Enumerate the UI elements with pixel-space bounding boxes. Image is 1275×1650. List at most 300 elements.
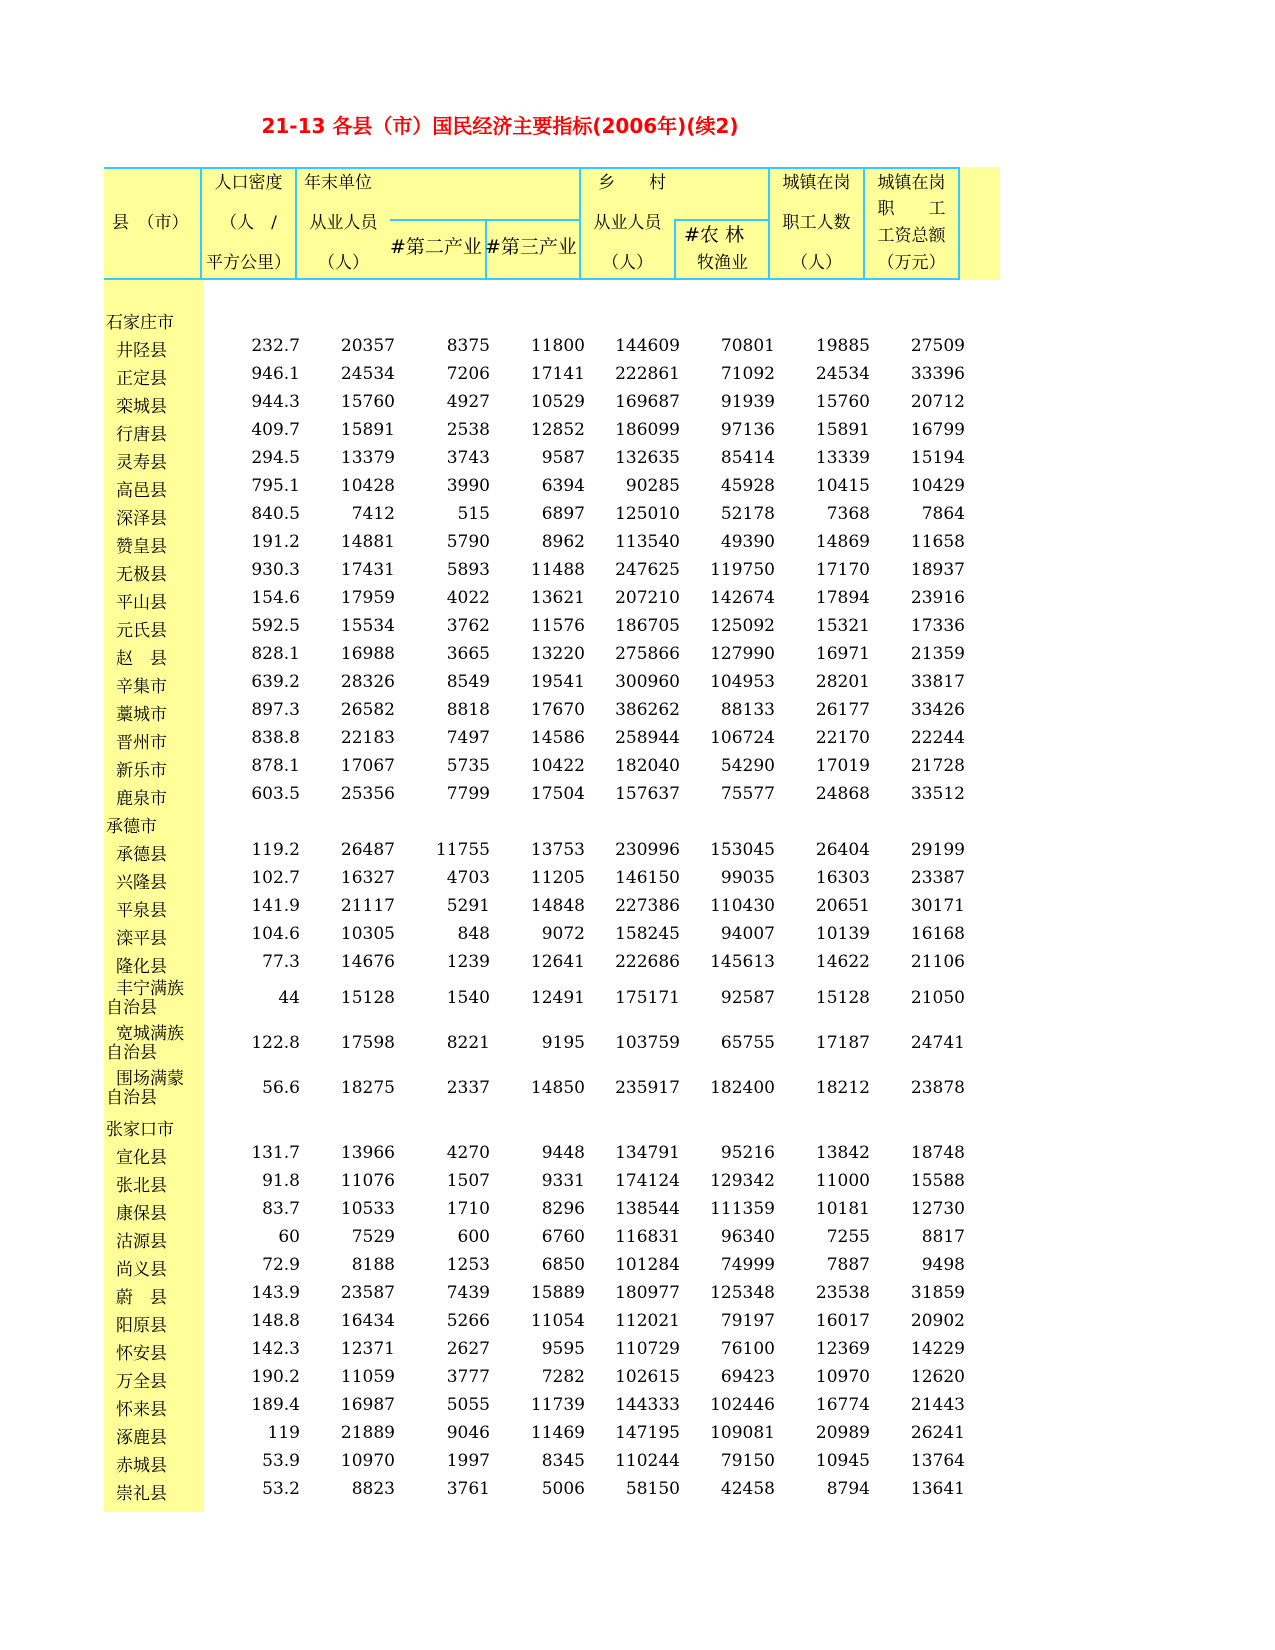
county-name: 承德县 bbox=[116, 845, 167, 865]
table-cell: 9046 bbox=[446, 1423, 490, 1443]
table-cell: 13621 bbox=[530, 588, 585, 608]
table-row bbox=[104, 388, 1000, 416]
table-cell: 1710 bbox=[446, 1199, 490, 1219]
table-cell: 9195 bbox=[541, 1033, 585, 1053]
table-cell: 122.8 bbox=[251, 1033, 300, 1053]
table-cell: 182400 bbox=[710, 1078, 775, 1098]
table-cell: 14586 bbox=[530, 728, 585, 748]
county-name: 围场满蒙 bbox=[116, 1069, 184, 1089]
table-cell: 11469 bbox=[530, 1423, 585, 1443]
table-cell: 23916 bbox=[910, 588, 965, 608]
table-cell: 7439 bbox=[446, 1283, 490, 1303]
table-cell: 119.2 bbox=[251, 840, 300, 860]
county-name: 尚义县 bbox=[116, 1260, 167, 1280]
table-cell: 76100 bbox=[720, 1339, 775, 1359]
header-density-2: （人 / bbox=[220, 213, 277, 233]
header-wage-1: 城镇在岗 bbox=[877, 173, 946, 193]
county-name: 赵 县 bbox=[116, 649, 167, 669]
table-cell: 5006 bbox=[541, 1479, 585, 1499]
table-cell: 232.7 bbox=[251, 336, 300, 356]
table-cell: 9448 bbox=[541, 1143, 585, 1163]
county-name: 隆化县 bbox=[116, 957, 167, 977]
table-cell: 10970 bbox=[815, 1367, 870, 1387]
table-cell: 110244 bbox=[615, 1451, 680, 1471]
table-cell: 102615 bbox=[615, 1367, 680, 1387]
table-cell: 102446 bbox=[710, 1395, 775, 1415]
header-unit-3: （人） bbox=[318, 253, 369, 273]
table-cell: 111359 bbox=[710, 1199, 775, 1219]
table-cell: 11076 bbox=[340, 1171, 395, 1191]
table-cell: 189.4 bbox=[251, 1395, 300, 1415]
table-cell: 3761 bbox=[446, 1479, 490, 1499]
table-cell: 6394 bbox=[541, 476, 585, 496]
table-cell: 15194 bbox=[910, 448, 965, 468]
table-cell: 33396 bbox=[910, 364, 965, 384]
table-cell: 92587 bbox=[720, 988, 775, 1008]
header-agri-1: #农 林 bbox=[684, 224, 744, 246]
table-cell: 14850 bbox=[530, 1078, 585, 1098]
table-cell: 104.6 bbox=[251, 924, 300, 944]
table-cell: 23387 bbox=[910, 868, 965, 888]
table-cell: 8345 bbox=[541, 1451, 585, 1471]
table-cell: 186705 bbox=[615, 616, 680, 636]
table-cell: 129342 bbox=[710, 1171, 775, 1191]
table-cell: 29199 bbox=[910, 840, 965, 860]
table-row bbox=[104, 1307, 1000, 1335]
table-cell: 9595 bbox=[541, 1339, 585, 1359]
table-cell: 17336 bbox=[910, 616, 965, 636]
table-cell: 7255 bbox=[826, 1227, 870, 1247]
table-cell: 28201 bbox=[815, 672, 870, 692]
table-cell: 8375 bbox=[446, 336, 490, 356]
table-row bbox=[104, 1066, 1000, 1111]
table-cell: 18937 bbox=[910, 560, 965, 580]
table-row bbox=[104, 556, 1000, 584]
table-cell: 106724 bbox=[710, 728, 775, 748]
table-cell: 97136 bbox=[720, 420, 775, 440]
table-row bbox=[104, 1021, 1000, 1066]
table-cell: 53.2 bbox=[262, 1479, 300, 1499]
county-name: 赤城县 bbox=[116, 1456, 167, 1476]
county-name: 滦平县 bbox=[116, 929, 167, 949]
table-cell: 25356 bbox=[340, 784, 395, 804]
table-cell: 119750 bbox=[710, 560, 775, 580]
table-row bbox=[104, 1139, 1000, 1167]
table-cell: 31859 bbox=[910, 1283, 965, 1303]
header-unit-2: 从业人员 bbox=[309, 213, 378, 233]
table-row bbox=[104, 1419, 1000, 1447]
table-row bbox=[104, 836, 1000, 864]
table-cell: 7282 bbox=[541, 1367, 585, 1387]
table-cell: 27509 bbox=[910, 336, 965, 356]
header-density-3: 平方公里） bbox=[206, 253, 291, 273]
county-name-line2: 自治县 bbox=[106, 998, 157, 1018]
county-name: 井陉县 bbox=[116, 341, 167, 361]
table-cell: 44 bbox=[278, 988, 300, 1008]
table-cell: 8296 bbox=[541, 1199, 585, 1219]
table-row bbox=[104, 948, 1000, 976]
header-rural-2: 从业人员 bbox=[593, 213, 662, 233]
table-cell: 3990 bbox=[446, 476, 490, 496]
table-cell: 10429 bbox=[910, 476, 965, 496]
table-cell: 19541 bbox=[530, 672, 585, 692]
table-cell: 79150 bbox=[720, 1451, 775, 1471]
table-cell: 235917 bbox=[615, 1078, 680, 1098]
table-row bbox=[104, 724, 1000, 752]
table-cell: 20712 bbox=[910, 392, 965, 412]
table-cell: 17598 bbox=[340, 1033, 395, 1053]
table-row bbox=[104, 1391, 1000, 1419]
county-name-line2: 自治县 bbox=[106, 1043, 157, 1063]
table-cell: 11755 bbox=[435, 840, 490, 860]
header-rural-1: 乡 村 bbox=[598, 173, 666, 193]
table-cell: 1507 bbox=[446, 1171, 490, 1191]
county-name: 沽源县 bbox=[116, 1232, 167, 1252]
table-cell: 23878 bbox=[910, 1078, 965, 1098]
table-cell: 5266 bbox=[446, 1311, 490, 1331]
header-density-1: 人口密度 bbox=[214, 173, 283, 193]
table-cell: 144609 bbox=[615, 336, 680, 356]
table-cell: 69423 bbox=[720, 1367, 775, 1387]
table-cell: 230996 bbox=[615, 840, 680, 860]
table-cell: 13339 bbox=[815, 448, 870, 468]
header-urban-workers-3: （人） bbox=[791, 253, 842, 273]
county-name: 万全县 bbox=[116, 1372, 167, 1392]
table-cell: 258944 bbox=[615, 728, 680, 748]
table-cell: 6760 bbox=[541, 1227, 585, 1247]
table-cell: 104953 bbox=[710, 672, 775, 692]
table-cell: 102.7 bbox=[251, 868, 300, 888]
table-cell: 112021 bbox=[615, 1311, 680, 1331]
table-cell: 17067 bbox=[340, 756, 395, 776]
table-cell: 13764 bbox=[910, 1451, 965, 1471]
table-cell: 60 bbox=[278, 1227, 300, 1247]
table-cell: 930.3 bbox=[251, 560, 300, 580]
table-cell: 12369 bbox=[815, 1339, 870, 1359]
table-row bbox=[104, 1223, 1000, 1251]
table-cell: 7206 bbox=[446, 364, 490, 384]
table-cell: 144333 bbox=[615, 1395, 680, 1415]
table-row bbox=[104, 444, 1000, 472]
table-cell: 8221 bbox=[446, 1033, 490, 1053]
table-row bbox=[104, 612, 1000, 640]
table-cell: 26177 bbox=[815, 700, 870, 720]
table-cell: 4703 bbox=[446, 868, 490, 888]
table-cell: 65755 bbox=[720, 1033, 775, 1053]
county-name: 丰宁满族 bbox=[116, 979, 184, 999]
table-cell: 22244 bbox=[910, 728, 965, 748]
table-cell: 72.9 bbox=[262, 1255, 300, 1275]
table-cell: 143.9 bbox=[251, 1283, 300, 1303]
table-row bbox=[104, 584, 1000, 612]
table-cell: 11000 bbox=[815, 1171, 870, 1191]
table-row bbox=[104, 472, 1000, 500]
table-cell: 26241 bbox=[910, 1423, 965, 1443]
header-urban-workers-1: 城镇在岗 bbox=[782, 173, 851, 193]
table-cell: 141.9 bbox=[251, 896, 300, 916]
table-cell: 10970 bbox=[340, 1451, 395, 1471]
table-cell: 5790 bbox=[446, 532, 490, 552]
header-top-border bbox=[104, 167, 960, 169]
city-heading-row bbox=[104, 304, 1000, 332]
table-cell: 49390 bbox=[720, 532, 775, 552]
table-cell: 2627 bbox=[446, 1339, 490, 1359]
table-cell: 88133 bbox=[720, 700, 775, 720]
table-row bbox=[104, 1195, 1000, 1223]
table-cell: 190.2 bbox=[251, 1367, 300, 1387]
table-row bbox=[104, 500, 1000, 528]
county-name: 赞皇县 bbox=[116, 537, 167, 557]
table-cell: 154.6 bbox=[251, 588, 300, 608]
table-cell: 11205 bbox=[530, 868, 585, 888]
table-cell: 848 bbox=[457, 924, 490, 944]
table-row bbox=[104, 752, 1000, 780]
table-cell: 10415 bbox=[815, 476, 870, 496]
table-cell: 16987 bbox=[340, 1395, 395, 1415]
table-cell: 191.2 bbox=[251, 532, 300, 552]
table-cell: 16799 bbox=[910, 420, 965, 440]
table-cell: 15891 bbox=[340, 420, 395, 440]
table-cell: 18275 bbox=[340, 1078, 395, 1098]
table-cell: 2337 bbox=[446, 1078, 490, 1098]
table-cell: 15321 bbox=[815, 616, 870, 636]
table-cell: 13753 bbox=[530, 840, 585, 860]
table-cell: 20651 bbox=[815, 896, 870, 916]
county-name-line2: 自治县 bbox=[106, 1088, 157, 1108]
table-cell: 878.1 bbox=[251, 756, 300, 776]
table-cell: 90285 bbox=[625, 476, 680, 496]
table-cell: 18748 bbox=[910, 1143, 965, 1163]
table-cell: 182040 bbox=[615, 756, 680, 776]
table-cell: 17431 bbox=[340, 560, 395, 580]
table-cell: 17959 bbox=[340, 588, 395, 608]
table-cell: 23587 bbox=[340, 1283, 395, 1303]
table-cell: 11800 bbox=[530, 336, 585, 356]
table-cell: 515 bbox=[457, 504, 490, 524]
county-name: 晋州市 bbox=[116, 733, 167, 753]
table-cell: 4270 bbox=[446, 1143, 490, 1163]
table-cell: 13966 bbox=[340, 1143, 395, 1163]
table-cell: 17141 bbox=[530, 364, 585, 384]
table-row bbox=[104, 360, 1000, 388]
table-cell: 24868 bbox=[815, 784, 870, 804]
table-cell: 42458 bbox=[720, 1479, 775, 1499]
page-title: 21-13 各县（市）国民经济主要指标(2006年)(续2) bbox=[261, 114, 739, 138]
table-header bbox=[104, 167, 1000, 280]
table-cell: 4022 bbox=[446, 588, 490, 608]
table-cell: 10533 bbox=[340, 1199, 395, 1219]
table-cell: 21443 bbox=[910, 1395, 965, 1415]
table-cell: 125010 bbox=[615, 504, 680, 524]
table-cell: 22170 bbox=[815, 728, 870, 748]
table-cell: 10428 bbox=[340, 476, 395, 496]
table-cell: 7529 bbox=[351, 1227, 395, 1247]
table-cell: 19885 bbox=[815, 336, 870, 356]
table-cell: 52178 bbox=[720, 504, 775, 524]
table-cell: 15588 bbox=[910, 1171, 965, 1191]
table-row bbox=[104, 976, 1000, 1021]
table-cell: 91.8 bbox=[262, 1171, 300, 1191]
table-cell: 7864 bbox=[921, 504, 965, 524]
city-name: 张家口市 bbox=[106, 1120, 174, 1140]
table-cell: 15760 bbox=[815, 392, 870, 412]
table-cell: 10422 bbox=[530, 756, 585, 776]
table-cell: 275866 bbox=[615, 644, 680, 664]
county-name: 兴隆县 bbox=[116, 873, 167, 893]
table-cell: 603.5 bbox=[251, 784, 300, 804]
table-cell: 10305 bbox=[340, 924, 395, 944]
table-cell: 14848 bbox=[530, 896, 585, 916]
table-cell: 157637 bbox=[615, 784, 680, 804]
table-cell: 16434 bbox=[340, 1311, 395, 1331]
table-cell: 12852 bbox=[530, 420, 585, 440]
table-cell: 110430 bbox=[710, 896, 775, 916]
table-cell: 8823 bbox=[351, 1479, 395, 1499]
table-cell: 17670 bbox=[530, 700, 585, 720]
table-cell: 99035 bbox=[720, 868, 775, 888]
table-cell: 145613 bbox=[710, 952, 775, 972]
table-cell: 1253 bbox=[446, 1255, 490, 1275]
county-name: 鹿泉市 bbox=[116, 789, 167, 809]
table-row bbox=[104, 864, 1000, 892]
table-row bbox=[104, 892, 1000, 920]
table-cell: 12730 bbox=[910, 1199, 965, 1219]
table-row bbox=[104, 668, 1000, 696]
table-cell: 21889 bbox=[340, 1423, 395, 1443]
table-row bbox=[104, 1251, 1000, 1279]
table-cell: 10181 bbox=[815, 1199, 870, 1219]
table-cell: 6897 bbox=[541, 504, 585, 524]
table-cell: 1239 bbox=[446, 952, 490, 972]
table-cell: 75577 bbox=[720, 784, 775, 804]
table-cell: 26582 bbox=[340, 700, 395, 720]
table-row bbox=[104, 780, 1000, 808]
table-cell: 8794 bbox=[826, 1479, 870, 1499]
table-cell: 247625 bbox=[615, 560, 680, 580]
table-cell: 26404 bbox=[815, 840, 870, 860]
county-name: 张北县 bbox=[116, 1176, 167, 1196]
table-cell: 6850 bbox=[541, 1255, 585, 1275]
table-cell: 110729 bbox=[615, 1339, 680, 1359]
county-name: 涿鹿县 bbox=[116, 1428, 167, 1448]
county-name: 正定县 bbox=[116, 369, 167, 389]
table-cell: 96340 bbox=[720, 1227, 775, 1247]
table-row bbox=[104, 1167, 1000, 1195]
table-cell: 94007 bbox=[720, 924, 775, 944]
table-cell: 17894 bbox=[815, 588, 870, 608]
table-cell: 897.3 bbox=[251, 700, 300, 720]
table-cell: 3777 bbox=[446, 1367, 490, 1387]
table-cell: 5291 bbox=[446, 896, 490, 916]
table-cell: 15128 bbox=[340, 988, 395, 1008]
table-cell: 17019 bbox=[815, 756, 870, 776]
table-cell: 95216 bbox=[720, 1143, 775, 1163]
table-cell: 109081 bbox=[710, 1423, 775, 1443]
table-cell: 1540 bbox=[446, 988, 490, 1008]
table-cell: 17187 bbox=[815, 1033, 870, 1053]
table-cell: 11658 bbox=[910, 532, 965, 552]
county-name: 宣化县 bbox=[116, 1148, 167, 1168]
county-name: 栾城县 bbox=[116, 397, 167, 417]
table-cell: 23538 bbox=[815, 1283, 870, 1303]
table-cell: 5055 bbox=[446, 1395, 490, 1415]
county-name: 行唐县 bbox=[116, 425, 167, 445]
table-cell: 12491 bbox=[530, 988, 585, 1008]
city-heading-row bbox=[104, 1111, 1000, 1139]
table-cell: 103759 bbox=[615, 1033, 680, 1053]
table-cell: 33426 bbox=[910, 700, 965, 720]
table-cell: 7368 bbox=[826, 504, 870, 524]
table-cell: 10139 bbox=[815, 924, 870, 944]
table-cell: 18212 bbox=[815, 1078, 870, 1098]
table-cell: 16017 bbox=[815, 1311, 870, 1331]
table-row bbox=[104, 920, 1000, 948]
table-cell: 207210 bbox=[615, 588, 680, 608]
table-cell: 30171 bbox=[910, 896, 965, 916]
table-cell: 116831 bbox=[615, 1227, 680, 1247]
table-cell: 142.3 bbox=[251, 1339, 300, 1359]
county-name: 康保县 bbox=[116, 1204, 167, 1224]
table-cell: 127990 bbox=[710, 644, 775, 664]
table-cell: 840.5 bbox=[251, 504, 300, 524]
table-cell: 9498 bbox=[921, 1255, 965, 1275]
table-cell: 7799 bbox=[446, 784, 490, 804]
table-cell: 24534 bbox=[340, 364, 395, 384]
table-cell: 174124 bbox=[615, 1171, 680, 1191]
table-row bbox=[104, 528, 1000, 556]
table-cell: 79197 bbox=[720, 1311, 775, 1331]
table-cell: 15128 bbox=[815, 988, 870, 1008]
table-cell: 300960 bbox=[615, 672, 680, 692]
table-cell: 2538 bbox=[446, 420, 490, 440]
header-wage-3: 工资总额 bbox=[877, 226, 946, 246]
table-cell: 91939 bbox=[720, 392, 775, 412]
table-cell: 13641 bbox=[910, 1479, 965, 1499]
table-cell: 1997 bbox=[446, 1451, 490, 1471]
county-name: 藁城市 bbox=[116, 705, 167, 725]
table-cell: 7887 bbox=[826, 1255, 870, 1275]
county-name: 高邑县 bbox=[116, 481, 167, 501]
table-cell: 15534 bbox=[340, 616, 395, 636]
header-wage-4: （万元） bbox=[877, 253, 946, 273]
table-cell: 146150 bbox=[615, 868, 680, 888]
table-cell: 71092 bbox=[720, 364, 775, 384]
county-name: 阳原县 bbox=[116, 1316, 167, 1336]
table-cell: 125348 bbox=[710, 1283, 775, 1303]
table-cell: 24534 bbox=[815, 364, 870, 384]
header-wage-2: 职 工 bbox=[877, 199, 946, 219]
table-cell: 20357 bbox=[340, 336, 395, 356]
table-cell: 101284 bbox=[615, 1255, 680, 1275]
header-agri-2: 牧渔业 bbox=[697, 253, 748, 273]
table-cell: 5893 bbox=[446, 560, 490, 580]
county-name: 深泽县 bbox=[116, 509, 167, 529]
header-tertiary: #第三产业 bbox=[485, 236, 577, 258]
table-cell: 70801 bbox=[720, 336, 775, 356]
table-cell: 21359 bbox=[910, 644, 965, 664]
table-cell: 22183 bbox=[340, 728, 395, 748]
table-cell: 14229 bbox=[910, 1339, 965, 1359]
table-row bbox=[104, 416, 1000, 444]
county-name: 灵寿县 bbox=[116, 453, 167, 473]
table-cell: 180977 bbox=[615, 1283, 680, 1303]
table-cell: 16774 bbox=[815, 1395, 870, 1415]
table-cell: 14622 bbox=[815, 952, 870, 972]
table-row bbox=[104, 640, 1000, 668]
table-cell: 77.3 bbox=[262, 952, 300, 972]
county-name: 宽城满族 bbox=[116, 1024, 184, 1044]
table-cell: 13379 bbox=[340, 448, 395, 468]
